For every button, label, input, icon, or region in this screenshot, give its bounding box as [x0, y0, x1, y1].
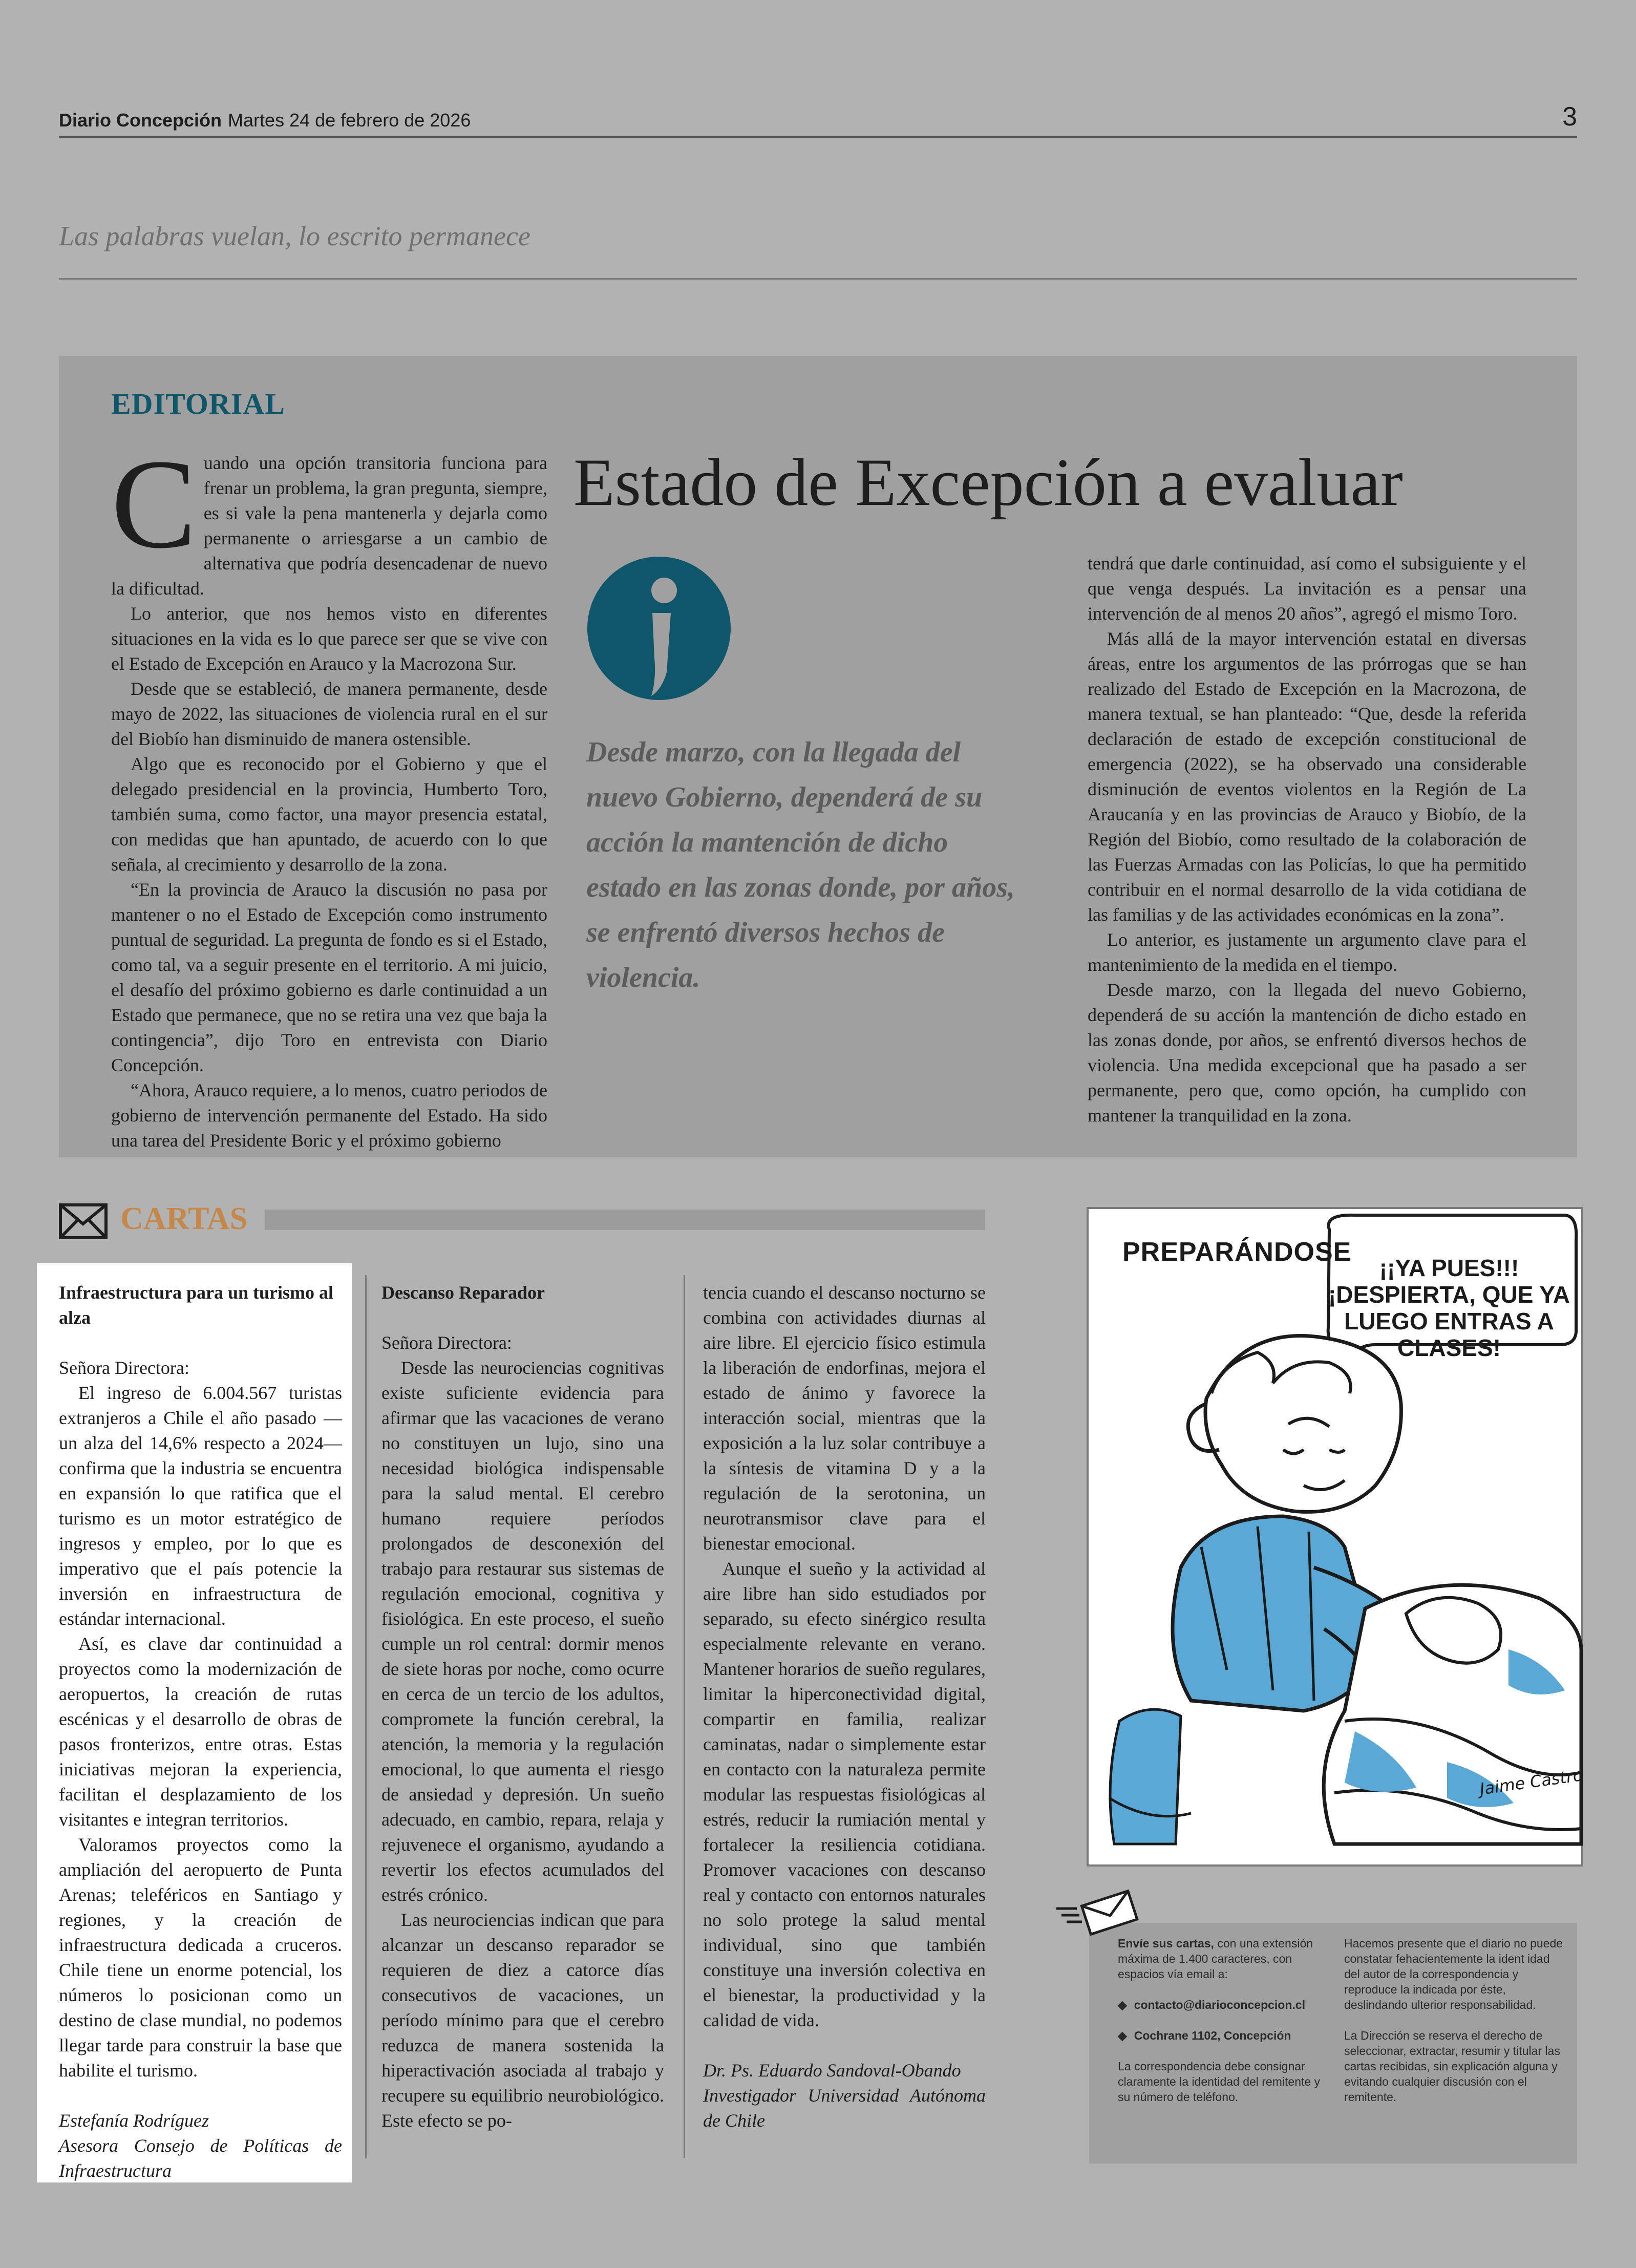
envelope-icon: [59, 1203, 108, 1239]
editorial-label: EDITORIAL: [111, 387, 285, 420]
column-divider: [365, 1275, 367, 2158]
letter-paragraph: El ingreso de 6.004.567 turistas extranjeros a Chile el año pasado —un alza del 14,6% respecto a 2024— confirma que la industria se encuentra en expansión lo que ratifica que el turismo es un motor estratégico de ingresos y empleo, por lo que es imperativo que el país potencie la inversión en infraestructura de estándar internacional.: [59, 1383, 342, 1629]
letter-infraestructura: [59, 1280, 342, 2184]
editorial-paragraph: tendrá que darle continuidad, así como el subsiguiente y el que venga después. La invitación es a pensar una intervención de al menos 20 años”, agregó el mismo Toro.: [1088, 553, 1526, 624]
page-header: [59, 100, 1577, 138]
letter-signature-name: Estefanía Rodríguez: [59, 2110, 209, 2131]
letter-title: Descanso Reparador: [381, 1282, 545, 1303]
cartoon-title: PREPARÁNDOSE: [1122, 1237, 1352, 1267]
editorial-paragraph: “En la provincia de Arauco la discusión no pasa por mantener o no el Estado de Excepción como instrumento puntual de seguridad. La pregunta de fondo es si el Estado, como tal, va a seguir presente en el territorio. A mi juicio, el desafío del próximo gobierno es darle continuidad a un Estado que permanece, que no se retira una vez que baja la contingencia”, dijo Toro en entrevista con Diario Concepción.: [111, 879, 547, 1075]
newspaper-name: Diario Concepción: [59, 110, 222, 131]
cartoon-speech-text: ¡¡YA PUES!!! ¡DESPIERTA, QUE YA LUEGO ENTRAS A CLASES!: [1328, 1255, 1570, 1361]
editorial-paragraph: “Ahora, Arauco requiere, a lo menos, cuatro periodos de gobierno de intervención permanente del Estado. Ha sido una tarea del Presidente Boric y el próximo gobierno: [111, 1080, 547, 1151]
editorial-column-right: [1088, 551, 1526, 1128]
editorial-paragraph: Cuando una opción transitoria funciona para frenar un problema, la gran pregunta, siempre, es si vale la pena mantenerla y dejarla como permanente o arriesgarse a un cambio de alternativa que podría desencadenar de nuevo la dificultad.: [111, 433, 547, 599]
editorial-paragraph: Algo que es reconocido por el Gobierno y que el delegado presidencial en la provincia, Humberto Toro, también suma, como factor, una mayor presencia estatal, con medidas que han apuntado, de acuerdo con lo que señala, al crecimiento y desarrollo de la zona.: [111, 754, 547, 875]
editorial-paragraph: Desde que se estableció, de manera permanente, desde mayo de 2022, las situaciones de violencia rural en el sur del Biobío han disminuido de manera ostensible.: [111, 679, 547, 749]
editorial-column-left: [111, 433, 547, 1153]
drop-cap: C: [111, 433, 197, 575]
column-divider: [684, 1275, 685, 2158]
contact-note-identity: La correspondencia debe consignar claramente la identidad del remitente y su número de teléfono.: [1118, 2060, 1321, 2104]
disclaimer-authorship: Hacemos presente que el diario no puede constatar fehacientemente la ident idad del autor de la correspondencia y reproduce la indicada por éste, deslindando ulterior responsabilidad.: [1344, 1937, 1563, 2011]
letter-salutation: Señora Directora:: [381, 1332, 512, 1353]
editorial-paragraph: Lo anterior, que nos hemos visto en diferentes situaciones en la vida es lo que parece ser que se vive con el Estado de Excepción en Arauco y la Macrozona Sur.: [111, 603, 547, 674]
issue-date: Martes 24 de febrero de 2026: [228, 110, 471, 131]
info-icon: [585, 556, 733, 702]
page-number: 3: [1562, 102, 1577, 132]
cartas-header-bar: [265, 1210, 985, 1230]
disclaimer-editing-rights: La Dirección se reserva el derecho de seleccionar, extractar, resumir y titular las cartas recibidas, sin explicación alguna y evitando cualquier discusión con el remitente.: [1344, 2029, 1560, 2104]
letter-signature-name: Dr. Ps. Eduardo Sandoval-Obando: [703, 2060, 961, 2081]
contact-intro: Envíe sus cartas, con una extensión máxima de 1.400 caracteres, con espacios vía email a:: [1118, 1937, 1313, 1981]
letter-salutation: Señora Directora:: [59, 1358, 189, 1378]
section-tagline: Las palabras vuelan, lo escrito permanece: [59, 221, 530, 251]
contact-disclaimer: [1344, 1936, 1564, 2105]
letter-paragraph: Así, es clave dar continuidad a proyectos como la modernización de aeropuertos, la creación de rutas escénicas y el desarrollo de obras de pasos fronterizos, entre otras. Estas iniciativas mejoran la experiencia, facilitan el desplazamiento de los visitantes e integran territorios.: [59, 1634, 342, 1830]
send-letter-icon: [1056, 1885, 1138, 1937]
letter-paragraph: tencia cuando el descanso nocturno se combina con actividades diurnas al aire libre. El ejercicio físico estimula la liberación de endorfinas, mejora el estado de ánimo y favorece la interacción social, mientras que la exposición a la luz solar contribuye a la síntesis de vitamina D y a la regulación de la serotonina, un neurotransmisor clave para el bienestar emocional.: [703, 1282, 986, 1554]
editorial-paragraph: Más allá de la mayor intervención estatal en diversas áreas, entre los argumentos de las prórrogas que se han realizado del Estado de Excepción en la Macrozona, de manera textual, se han planteado: “Que, desde la referida declaración de estado de excepción constitucional de emergencia (2022), se ha observado una considerable disminución de eventos violentos en la Región de La Araucanía y en las provincias de Arauco y Biobío, de la Región del Biobío, como resultado de la colaboración de las Fuerzas Armadas con las Policías, lo que ha permitido contribuir en el normal desarrollo de la vida cotidiana de las familias y de las actividades económicas en la zona”.: [1088, 628, 1526, 925]
letter-paragraph: Aunque el sueño y la actividad al aire libre han sido estudiados por separado, su efecto sinérgico resulta especialmente relevante en verano. Mantener horarios de sueño regulares, limitar la hiperconectividad digital, compartir en familia, realizar caminatas, nadar o simplemente estar en contacto con la naturaleza permite modular las respuestas fisiológicas al estrés, reducir la rumiación mental y fortalecer la resiliencia cotidiana. Promover vacaciones con descanso real y contacto con entornos naturales no solo protege la salud mental individual, sino que también constituye una inversión colectiva en el bienestar, la productividad y la calidad de vida.: [703, 1558, 986, 2030]
editorial-paragraph: Lo anterior, es justamente un argumento clave para el mantenimiento de la medida en el tiempo.: [1088, 929, 1526, 975]
artist-signature: [1475, 1765, 1584, 1833]
letter-paragraph: Valoramos proyectos como la ampliación del aeropuerto de Punta Arenas; teleféricos en Santiago y regiones, y la creación de infraestructura dedicada a cruceros. Chile tiene un enorme potencial, los números lo posicionan como un destino de clase mundial, no podemos llegar tarde para construir la base que habilite el turismo.: [59, 1834, 342, 2081]
cartas-section-label: CARTAS: [120, 1201, 248, 1236]
svg-text:Jaime Castro: Jaime Castro: [1478, 1765, 1584, 1799]
letter-signature-role: Asesora Consejo de Políticas de Infraestructura: [59, 2135, 342, 2181]
contact-address: ◆ Cochrane 1102, Concepción: [1118, 2028, 1328, 2043]
contact-instructions: [1118, 1936, 1328, 2105]
letter-paragraph: Las neurociencias indican que para alcanzar un descanso reparador se requieren de diez a catorce días consecutivos de vacaciones, un período mínimo para que el cerebro reduzca de manera sostenida la hiperactivación asociada al trabajo y recupere su equilibrio neurobiológico. Este efecto se po-: [381, 1910, 664, 2131]
letter-signature-role: Investigador Universidad Autónoma de Chile: [703, 2085, 986, 2131]
letter-descanso: [381, 1280, 664, 2133]
letter-title: Infraestructura para un turismo al alza: [59, 1282, 333, 1328]
letter-paragraph: Desde las neurociencias cognitivas existe suficiente evidencia para afirmar que las vacaciones de verano no constituyen un lujo, sino una necesidad biológica indispensable para la salud mental. El cerebro humano requiere períodos prolongados de desconexión del trabajo para restaurar sus sistemas de regulación emocional, cognitiva y fisiológica. En este proceso, el sueño cumple un rol central: dormir menos de siete horas por noche, como ocurre en cerca de un tercio de los adultos, compromete la función cerebral, la atención, la memoria y la regulación emocional, lo que aumenta el riesgo de ansiedad y depresión. Un sueño adecuado, en cambio, repara, relaja y rejuvenece el organismo, ayudando a revertir los efectos acumulados del estrés crónico.: [381, 1358, 664, 1905]
contact-email[interactable]: ◆ contacto@diarioconcepcion.cl: [1118, 1997, 1328, 2012]
editorial-headline: Estado de Excepción a evaluar: [573, 444, 1403, 520]
editorial-pull-quote: Desde marzo, con la llegada del nuevo Gobierno, dependerá de su acción la mantención de dicho estado en las zonas donde, por años, se enfrentó diversos hechos de violencia.: [586, 736, 1015, 993]
editorial-paragraph: Desde marzo, con la llegada del nuevo Gobierno, dependerá de su acción la mantención de dicho estado en las zonas donde, por años, se enfrentó diversos hechos de violencia. Una medida excepcional que ha pasado a ser permanente, pero que, como opción, ha cumplido con mantener la tranquilidad en la zona.: [1088, 980, 1526, 1126]
letter-descanso-continued: [703, 1280, 986, 2133]
tagline-divider: [59, 278, 1577, 280]
